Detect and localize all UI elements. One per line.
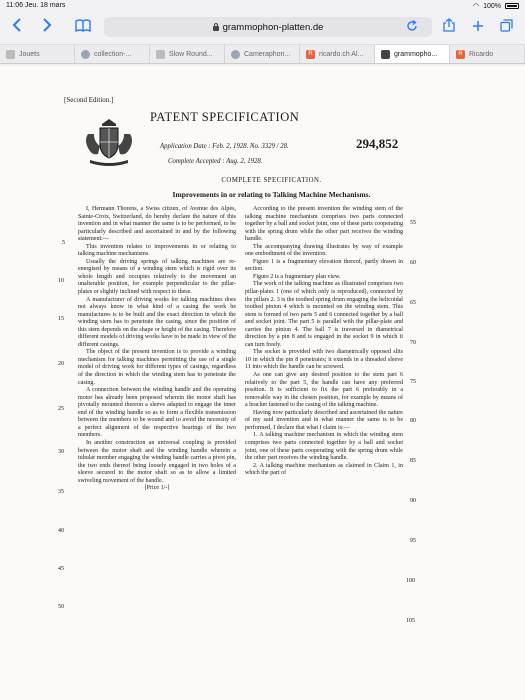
invention-title: Improvements in or relating to Talking Machine Mechanisms. [172, 190, 371, 199]
royal-coat-of-arms-icon [80, 116, 138, 168]
tab-ricardo-ch[interactable]: R ricardo.ch Al... [300, 45, 375, 63]
line-number: 45 [58, 566, 64, 572]
line-number: 5 [62, 240, 65, 246]
battery-percent: 100% [483, 2, 501, 10]
back-button[interactable] [8, 18, 26, 36]
chevron-left-icon [12, 18, 22, 32]
favicon-icon [231, 50, 240, 59]
paragraph: 1. A talking machine mechanism in which the winding stem comprises two parts connected together by a ball and socket joint, one of these parts cooperating with the spring drum while the other part receives the winding handle. [245, 432, 403, 462]
book-icon [75, 19, 91, 32]
line-number: 95 [410, 538, 416, 544]
paragraph: Figure 1 is a fragmentary elevation thereof, partly drawn in section. [245, 258, 403, 273]
share-icon [443, 18, 455, 32]
complete-accepted-date: Complete Accepted : Aug. 2, 1928. [168, 158, 263, 165]
line-number: 65 [410, 300, 416, 306]
ricardo-favicon-icon: R [456, 50, 465, 59]
address-bar[interactable] [104, 17, 432, 37]
line-number: 10 [58, 278, 64, 284]
battery-icon [505, 3, 519, 9]
tab-grammophon[interactable]: grammopho... [375, 45, 450, 63]
line-number: 25 [58, 406, 64, 412]
price-label: [Price 1/-] [144, 485, 170, 492]
line-number: 30 [58, 449, 64, 455]
browser-toolbar [0, 12, 525, 42]
chevron-right-icon [42, 18, 52, 32]
line-number: 70 [410, 340, 416, 346]
tab-collection[interactable]: collection-... [75, 45, 150, 63]
paragraph: A manufacturer of driving works for talking machines does not always know in what kind of a casing the work he manufactures is to be built and the exact direction in which the winding stem has to penetrate the casing, since the position of this stem depends on the shape or height of the casing. Therefore different models of driving works have to be made in view of the different casings. [78, 296, 236, 348]
paragraph: The accompanying drawing illustrates by way of example one embodiment of the invention. [245, 243, 403, 258]
line-number: 15 [58, 316, 64, 322]
bookmarks-button[interactable] [74, 18, 92, 36]
line-number: 60 [410, 260, 416, 266]
line-number: 50 [58, 604, 64, 610]
plus-icon [472, 20, 484, 32]
right-text-column [245, 206, 403, 478]
paragraph: I, Hermann Thorens, a Swiss citizen, of Avenue des Alpes, Sainte-Croix, Switzerland, do hereby declare the nature of this invention and in what manner the same is to be performed, to be particularly described and ascertained in and by the following statement:— [78, 206, 236, 243]
paragraph: Figure 2 is a fragmentary plan view. [253, 273, 341, 280]
paragraph: This invention relates to improvements in or relating to talking machine mechanisms. [78, 243, 236, 258]
line-number: 75 [410, 379, 416, 385]
line-number: 35 [58, 489, 64, 495]
paragraph: According to the present invention the winding stem of the talking machine mechanism comprises two parts connected together by a ball and socket joint, one of these parts cooperating with the spring drum while the other part receives the winding handle. [245, 206, 403, 243]
tab-bar [0, 44, 525, 64]
share-button[interactable] [440, 18, 458, 36]
patent-number: 294,852 [356, 136, 399, 151]
paragraph: 2. A talking machine mechanism as claimed in Claim 1, in which the part of [245, 462, 403, 477]
application-date: Application Date : Feb. 2, 1928. No. 3329 / 28. [160, 143, 289, 150]
tabs-icon [500, 19, 513, 32]
paragraph: Usually the driving springs of talking machines are re-energised by means of a winding stem which is rigid over its whole length and occupies relatively to the movement an unalterable position, for example perpendicular to the pillar-plates or slightly inclined with respect to these. [78, 258, 236, 296]
lock-icon [213, 26, 219, 31]
favicon-icon [81, 50, 90, 59]
paragraph: In another construction an universal coupling is provided between the motor shaft and the winding handle wherein a tubular member engaging the winding handle carries a pivot pin, the two ends thereof being loosely engaged in two holes of a sleeve secured to the motor shaft so as to allow a limited swiveling movement of the handle. [78, 439, 236, 484]
paragraph: Having now particularly described and ascertained the nature of my said invention and in what manner the same is to be performed, I declare that what I claim is:— [245, 409, 403, 431]
complete-specification-heading: COMPLETE SPECIFICATION. [221, 177, 322, 184]
tab-jouets[interactable]: Jouets [0, 45, 75, 63]
status-bar [0, 0, 525, 12]
line-number: 90 [410, 498, 416, 504]
line-number: 55 [410, 220, 416, 226]
line-number: 105 [406, 618, 415, 624]
paragraph: As one can give any desired position to the stem part 6 relatively to the part 5, the handle can have any preferred position. It is sufficient to fix the part 6 preferably in a removable way in the chosen position, for example by means of a bracket fastened to the casing of the talking machine. [245, 372, 403, 409]
patent-document [0, 66, 525, 700]
reload-icon [406, 20, 418, 32]
favicon-icon [381, 50, 390, 59]
tab-cameraphon[interactable]: Cameraphon... [225, 45, 300, 63]
paragraph: The work of the talking machine as illustrated comprises two pillar-plates 1 (one of which only is reproduced), connected by the pillars 2. 3 is the toothed spring drum engaging the helicoidal toothed pinion 4 which is mounted on the winding stem. This stem is formed of two parts 5 and 6 connected together by a ball and socket joint. The part 5 is parallel with the pillar-plate and carries the pinion 4. The ball 7 is traversed in diametrical direction by a pin 8 and is engaged in the socket 9 in which it can turn freely. [245, 281, 403, 348]
wifi-icon: ◠ [472, 3, 480, 10]
favicon-icon [156, 50, 165, 59]
line-number: 40 [58, 528, 64, 534]
line-number: 20 [58, 361, 64, 367]
left-text-column [78, 206, 236, 493]
edition-label: [Second Edition.] [64, 96, 114, 104]
forward-button[interactable] [38, 18, 56, 36]
new-tab-button[interactable] [469, 18, 487, 36]
page-title: PATENT SPECIFICATION [150, 110, 300, 124]
tabs-overview-button[interactable] [497, 18, 515, 36]
line-number: 85 [410, 458, 416, 464]
line-number: 80 [410, 418, 416, 424]
status-time: 11:06 Jeu. 18 mars [6, 2, 66, 9]
ricardo-favicon-icon: R [306, 50, 315, 59]
paragraph: The socket is provided with two diametrically opposed slits 10 in which the pin 8 penetrates; it extends in a threaded sleeve 11 into which the handle can be screwed. [245, 349, 403, 371]
tab-ricardo[interactable]: R Ricardo [450, 45, 525, 63]
status-right [473, 2, 519, 10]
reload-button[interactable] [403, 18, 421, 36]
favicon-icon [6, 50, 15, 59]
line-number: 100 [406, 578, 415, 584]
paragraph: The object of the present invention is to provide a winding mechanism for talking machines permitting the use of a single model of driving work for different types of casings, regardless of the direction in which the winding stem has to penetrate the casing. [78, 349, 236, 386]
url-text: grammophon-platten.de [222, 21, 324, 33]
tab-slow-round[interactable]: Slow Round... [150, 45, 225, 63]
paragraph: A connection between the winding handle and the operating motor has already been proposed wherein the motor shaft has pivotally mounted thereon a sleeve adapted to engage the inner end of the winding handle so as to form a flexible transmission between the members to be wound and to avoid the necessity of a perfect alignment of the respective bearings of the two members. [78, 387, 236, 439]
